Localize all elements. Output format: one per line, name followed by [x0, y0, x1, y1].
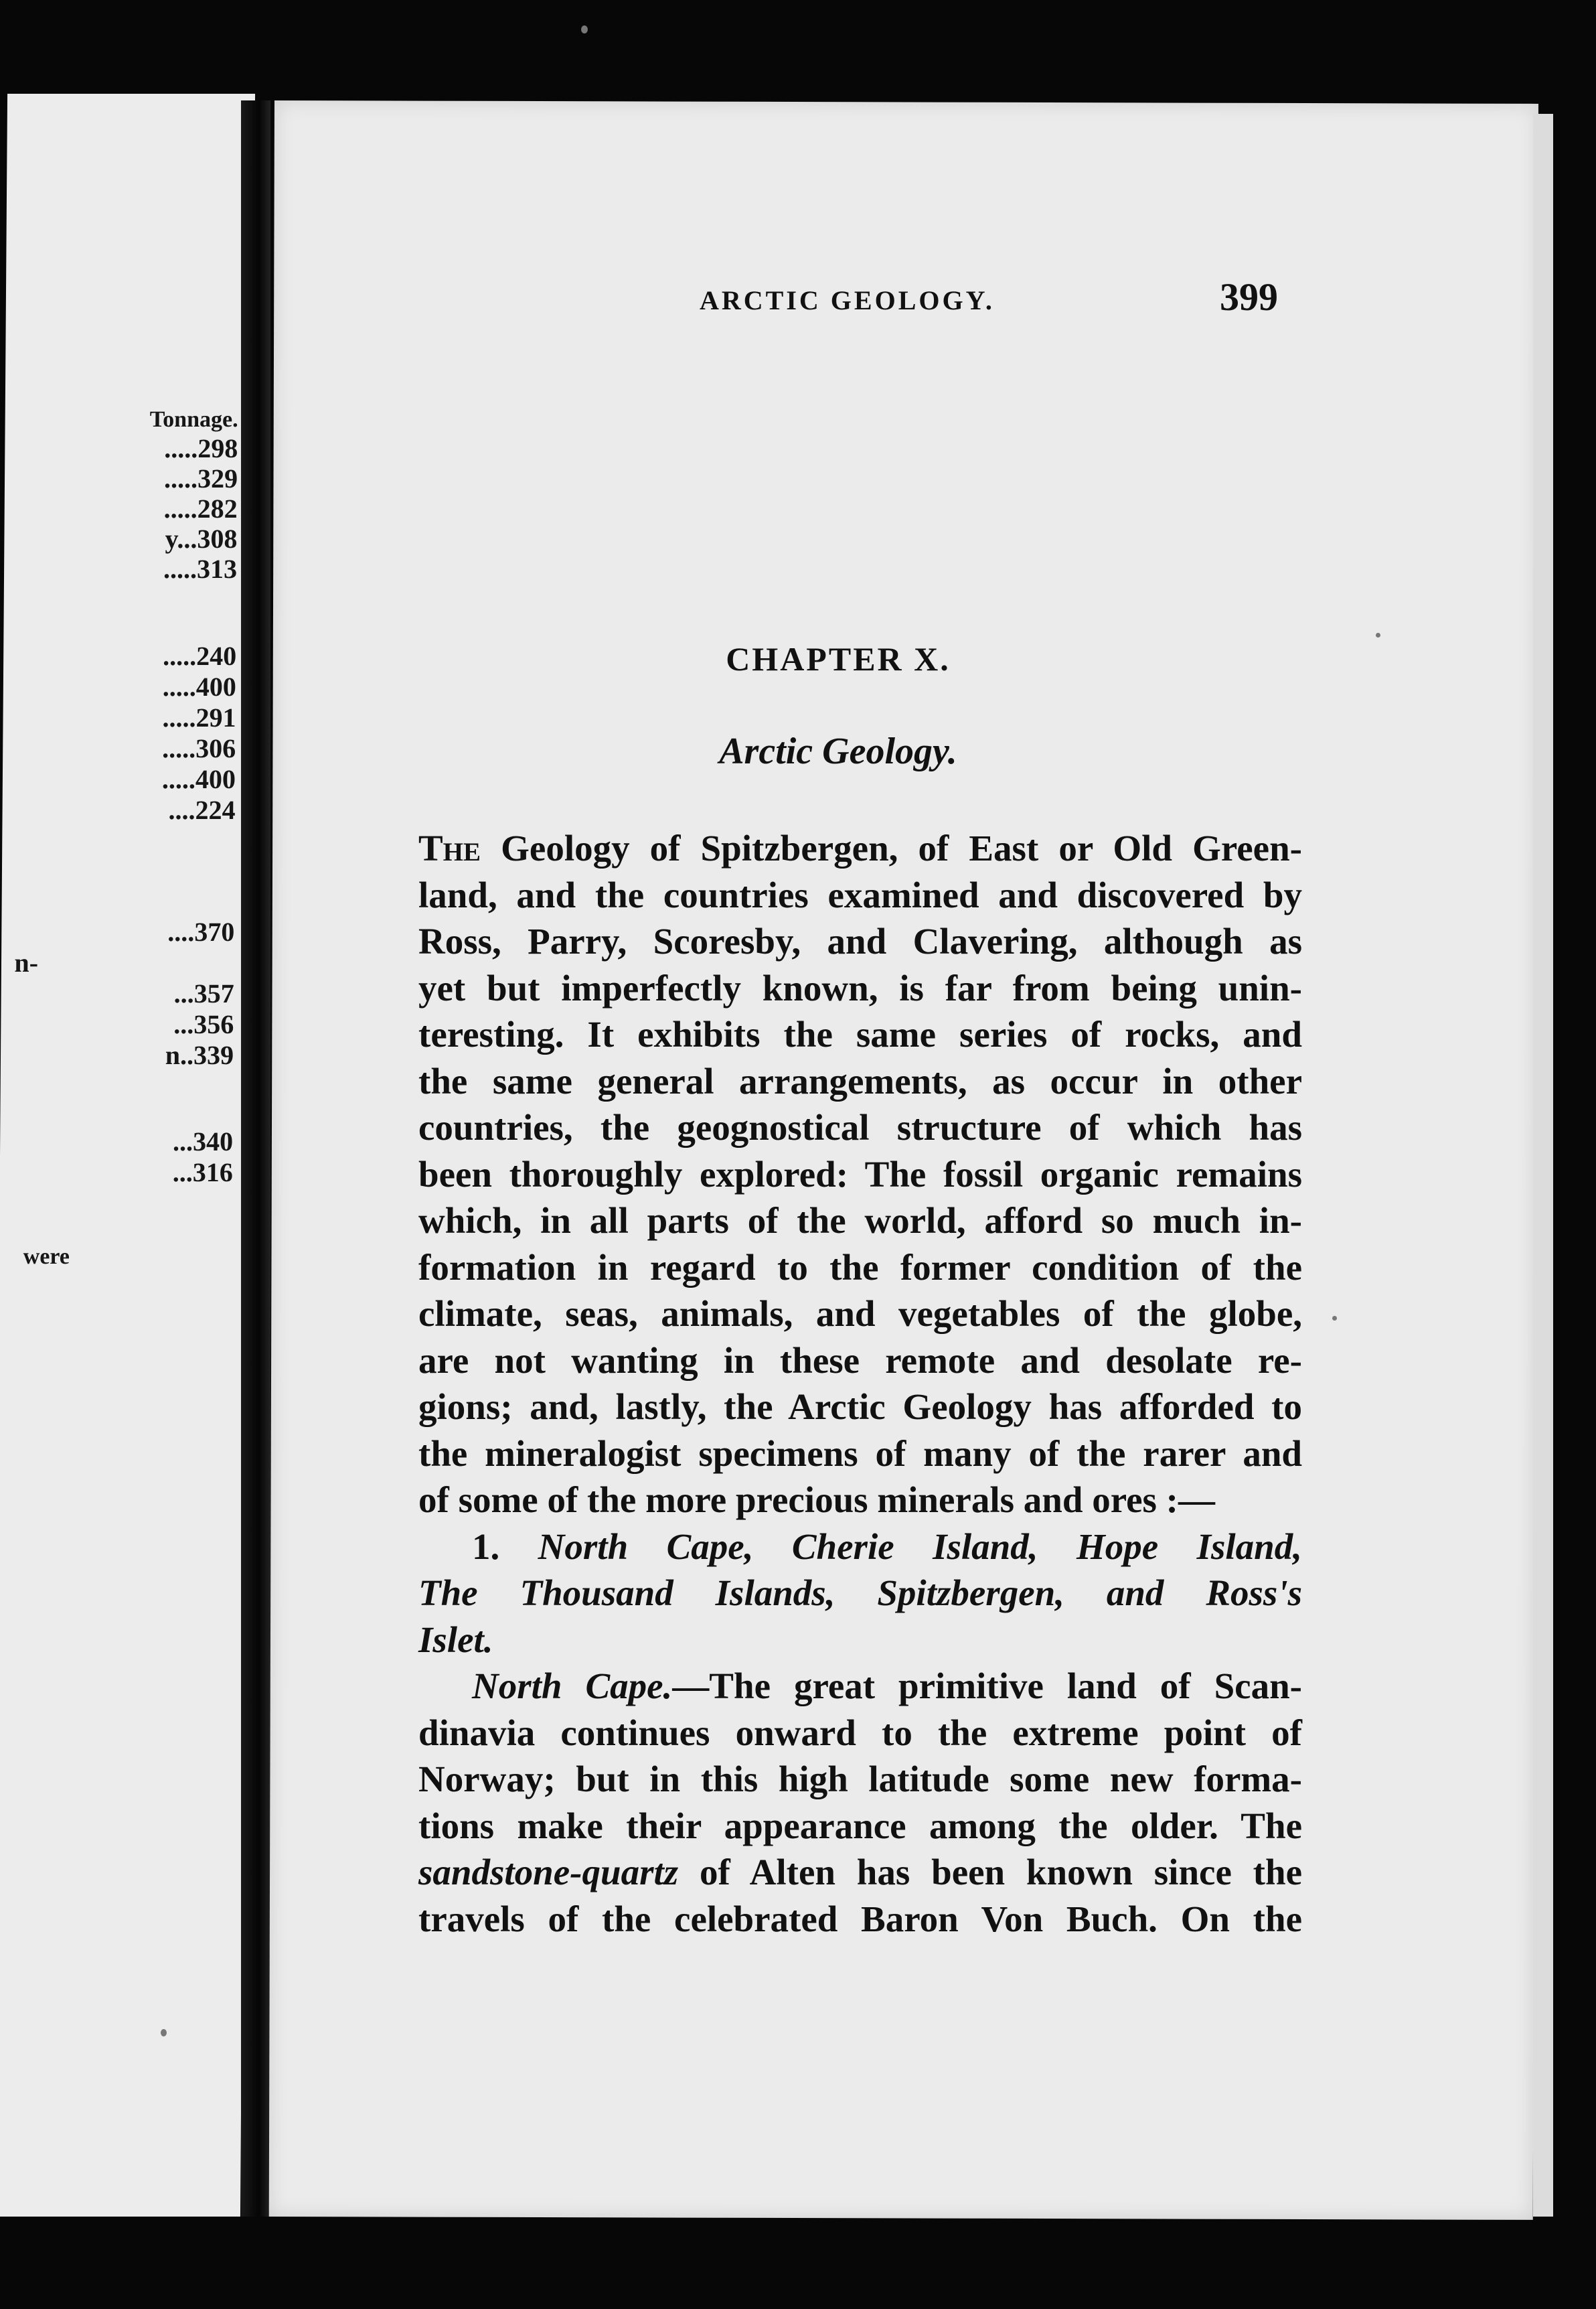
text-line: which, in all parts of the world, afford so much in- — [418, 1200, 1302, 1241]
text-line: formation in regard to the former condition of the — [418, 1246, 1302, 1288]
left-page-line: .....291 — [162, 702, 236, 733]
text-line: of some of the more precious minerals and ores :— — [418, 1479, 1215, 1520]
section-heading-line: Islet. — [418, 1619, 493, 1660]
left-page-line: ....224 — [168, 795, 236, 825]
left-page-line: ...356 — [173, 1009, 234, 1039]
text-line: travels of the celebrated Baron Von Buch. On the — [418, 1898, 1302, 1939]
speck — [1332, 1316, 1337, 1321]
text-line: North Cape.—The great primitive land of Scan- — [472, 1665, 1302, 1706]
text-line: the same general arrangements, as occur in other — [418, 1060, 1302, 1102]
speck — [161, 2029, 167, 2036]
left-page-line: .....313 — [163, 554, 238, 584]
left-page-line: .....306 — [162, 733, 236, 763]
text-line: countries, the geognostical structure of which has — [418, 1107, 1302, 1148]
book-gutter — [241, 100, 270, 2217]
section-heading-line: The Thousand Islands, Spitzbergen, and Ross's — [418, 1572, 1302, 1613]
left-page-line: were — [23, 1244, 70, 1269]
chapter-subtitle: Arctic Geology. — [719, 731, 957, 772]
left-page-line: ...357 — [173, 978, 234, 1009]
left-page-line: n- — [14, 948, 39, 978]
text-line: Norway; but in this high latitude some new forma- — [418, 1759, 1302, 1799]
page-edge — [1533, 114, 1553, 2217]
text-line: The Geology of Spitzbergen, of East or Old Green- — [418, 828, 1302, 869]
drop-word: The — [418, 828, 481, 869]
text-line: yet but imperfectly known, is far from being unin- — [418, 967, 1302, 1009]
emphasis: sandstone-quartz — [418, 1852, 679, 1892]
left-page-line: .....400 — [162, 672, 237, 702]
text-line: dinavia continues onward to the extreme point of — [418, 1712, 1302, 1753]
left-page-line: .....329 — [163, 463, 238, 494]
left-page-line: ...316 — [172, 1157, 233, 1187]
text-line: tions make their appearance among the older. The — [418, 1805, 1302, 1846]
running-head: ARCTIC GEOLOGY. — [700, 285, 995, 315]
text-line: sandstone-quartz of Alten has been known since the — [418, 1852, 1302, 1892]
section-number: 1. — [472, 1525, 500, 1567]
text-line: are not wanting in these remote and desolate re- — [418, 1339, 1302, 1381]
left-page-line: ....370 — [167, 917, 235, 947]
page-number: 399 — [1220, 275, 1278, 319]
speck — [1376, 633, 1380, 638]
speck — [581, 25, 588, 33]
left-page-header: Tonnage. — [149, 407, 238, 432]
text-line: teresting. It exhibits the same series of rocks, and — [418, 1014, 1302, 1055]
text-line: gions; and, lastly, the Arctic Geology has afforded to — [418, 1386, 1302, 1427]
section-heading-line: 1. North Cape, Cherie Island, Hope Island, — [472, 1525, 1302, 1567]
text-line: been thoroughly explored: The fossil organic remains — [418, 1153, 1302, 1195]
chapter-title: CHAPTER X. — [726, 640, 951, 678]
left-page-line: y...308 — [165, 524, 238, 554]
text-line: Ross, Parry, Scoresby, and Clavering, although as — [418, 921, 1302, 962]
text-line: land, and the countries examined and discovered by — [418, 874, 1302, 915]
text-line: the mineralogist specimens of many of the rarer and — [418, 1432, 1302, 1474]
previous-page-fragment — [0, 94, 255, 2217]
left-page-line: .....298 — [164, 433, 238, 463]
left-page-line: .....282 — [163, 494, 238, 524]
body-text — [418, 825, 1302, 1942]
left-page-line: n..339 — [165, 1040, 234, 1070]
left-page-line: .....400 — [161, 764, 236, 794]
left-page-line: ...340 — [172, 1126, 234, 1157]
left-page-line: .....240 — [163, 641, 237, 671]
text-line: climate, seas, animals, and vegetables of the globe, — [418, 1293, 1302, 1334]
run-in-heading: North Cape. — [472, 1665, 673, 1706]
